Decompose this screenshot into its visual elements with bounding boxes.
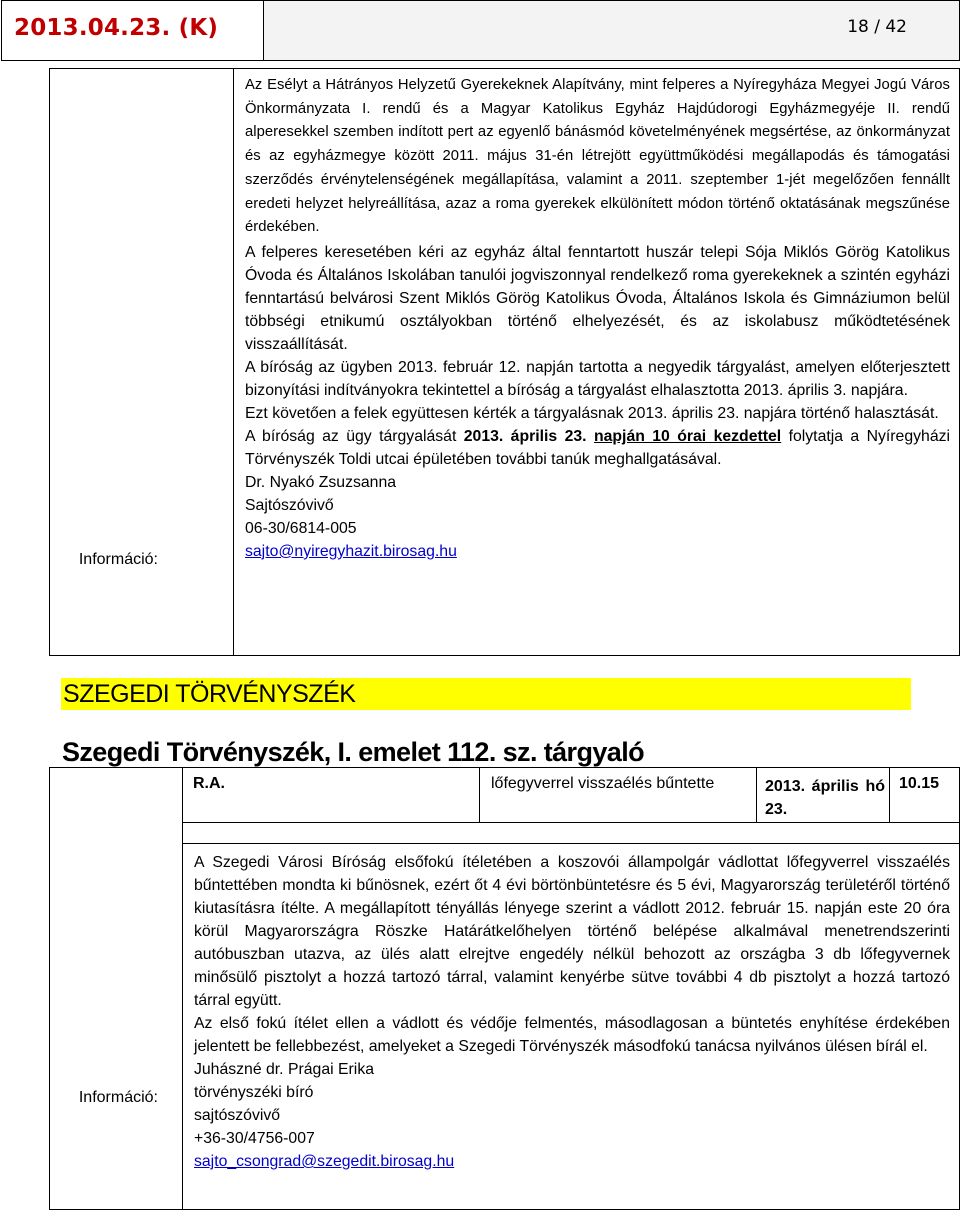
room-title: Szegedi Törvényszék, I. emelet 112. sz. tárgyaló bbox=[62, 737, 644, 767]
case1-p5-prefix: A bíróság az ügy tárgyalását bbox=[245, 427, 464, 445]
case1-contact-phone: 06-30/6814-005 bbox=[245, 519, 357, 537]
case2-contact bbox=[194, 1058, 950, 1173]
case1-contact-email[interactable]: sajto@nyiregyhazit.birosag.hu bbox=[245, 542, 457, 560]
case2-contact-email[interactable]: sajto_csongrad@szegedit.birosag.hu bbox=[194, 1153, 455, 1170]
case2-contact-phone: +36-30/4756-007 bbox=[194, 1130, 315, 1147]
case2-col-divider-1 bbox=[479, 767, 480, 823]
case2-date: 2013. április hó 23. bbox=[765, 778, 885, 818]
case2-contact-role: törvényszéki bíró bbox=[194, 1084, 314, 1101]
case1-paragraph-4: Ezt követően a felek együttesen kérték a tárgyalásnak 2013. április 23. napjára történő halasztását. bbox=[245, 404, 939, 422]
case1-p5-suffix: folytatja a Nyíregyházi Törvényszék Toldi utcai épületében további tanúk meghallgatásával. bbox=[245, 427, 951, 468]
page-number: 18 / 42 bbox=[264, 0, 960, 61]
case2-defendant: R.A. bbox=[193, 775, 225, 792]
case1-text bbox=[245, 74, 950, 563]
case1-paragraph-2: A felperes keresetében kéri az egyház által fenntartott huszár telepi Sója Miklós Görög Katolikus Óvoda és Általános Iskolában tanulói jogviszonnyal rendelkező roma gyerekeknek a szintén egyházi fenntartású belvárosi Szent Miklós Görög Katolikus Óvoda, Általános Iskola és Gimnáziumon belül többségi etnikumú osztályokban történő elhelyezését, és az iskolabusz működtetésének visszaállítását. bbox=[245, 243, 950, 353]
case1-paragraph-1: Az Esélyt a Hátrányos Helyzetű Gyerekeknek Alapítvány, mint felperes a Nyíregyháza Megyei Jogú Város Önkormányzata I. rendű és a Magyar Katolikus Egyház Hajdúdorogi Egyházmegyéje II. rendű alperesekkel szemben indított pert az egyenlő bánásmód követelményének megsértése, az önkormányzat és az egyházmegye között 2011. május 31-én létrejött együttműködési megállapodás és támogatási szerződés érvénytelenségének megállapítása, valamint a 2011. szeptember 1-jét megelőzően fennállt eredeti helyzet helyreállítása, azaz a roma gyerekek elkülönített módon történő oktatásának megszűnése érdekében. bbox=[245, 77, 950, 236]
case2-col-divider-3 bbox=[889, 767, 890, 823]
case1-info-label: Információ: bbox=[78, 551, 158, 568]
case2-text bbox=[194, 851, 950, 1173]
case2-charge: lőfegyverrel visszaélés bűntette bbox=[491, 775, 715, 792]
case2-contact-role2: sajtószóvivő bbox=[194, 1107, 281, 1124]
case1-contact-name: Dr. Nyakó Zsuzsanna bbox=[245, 473, 397, 491]
case1-contact-role: Sajtószóvivő bbox=[245, 496, 334, 514]
case2-info-label: Információ: bbox=[78, 1089, 158, 1106]
date-header: 2013.04.23. (K) bbox=[1, 0, 264, 61]
case2-spacer-row bbox=[182, 822, 960, 844]
case2-label-cell bbox=[49, 767, 183, 1210]
case1-p5-date: 2013. április 23. bbox=[463, 427, 587, 445]
case1-p5-time: napján 10 órai kezdettel bbox=[593, 427, 782, 445]
case2-time: 10.15 bbox=[899, 775, 940, 792]
case2-contact-name: Juhászné dr. Prágai Erika bbox=[194, 1061, 375, 1078]
case2-paragraph-1: A Szegedi Városi Bíróság elsőfokú ítéletében a koszovói állampolgár vádlottat lőfegyverrel visszaélés bűntettében mondta ki bűnösnek, ezért őt 4 évi börtönbüntetésre és 5 évi, Magyarország területéről történő kiutasításra ítélte. A megállapított tényállás lényege szerint a vádlott 2012. február 15. napján este 20 óra körül Magyarországra Röszke Határátkelőhelyen történő belépése alkalmával menetrendszerinti autóbuszban utazva, az ülés alatt elrejtve engedély nélkül behozott az országba 3 db lőfegyvernek minősülő pisztolyt a hozzá tartozó tárral, valamint kenyérbe sütve további 4 db pisztolyt a hozzá tartozó tárral együtt. bbox=[194, 854, 950, 1009]
case1-contact bbox=[245, 471, 950, 563]
case2-paragraph-2: Az első fokú ítélet ellen a vádlott és védője felmentés, másodlagosan a büntetés enyhítése érdekében jelentett be fellebbezést, amelyeket a Szegedi Törvényszék másodfokú tanácsa nyilvános ülésen bírál el. bbox=[194, 1015, 950, 1055]
case1-paragraph-5 bbox=[245, 425, 950, 471]
case2-col-divider-2 bbox=[756, 767, 757, 823]
section-title: SZEGEDI TÖRVÉNYSZÉK bbox=[61, 678, 911, 710]
case1-paragraph-3: A bíróság az ügyben 2013. február 12. napján tartotta a negyedik tárgyalást, amelyen előterjesztett bizonyítási indítványokra tekintettel a bíróság a tárgyalást elhalasztotta 2013. április 3. napjára. bbox=[245, 358, 950, 399]
